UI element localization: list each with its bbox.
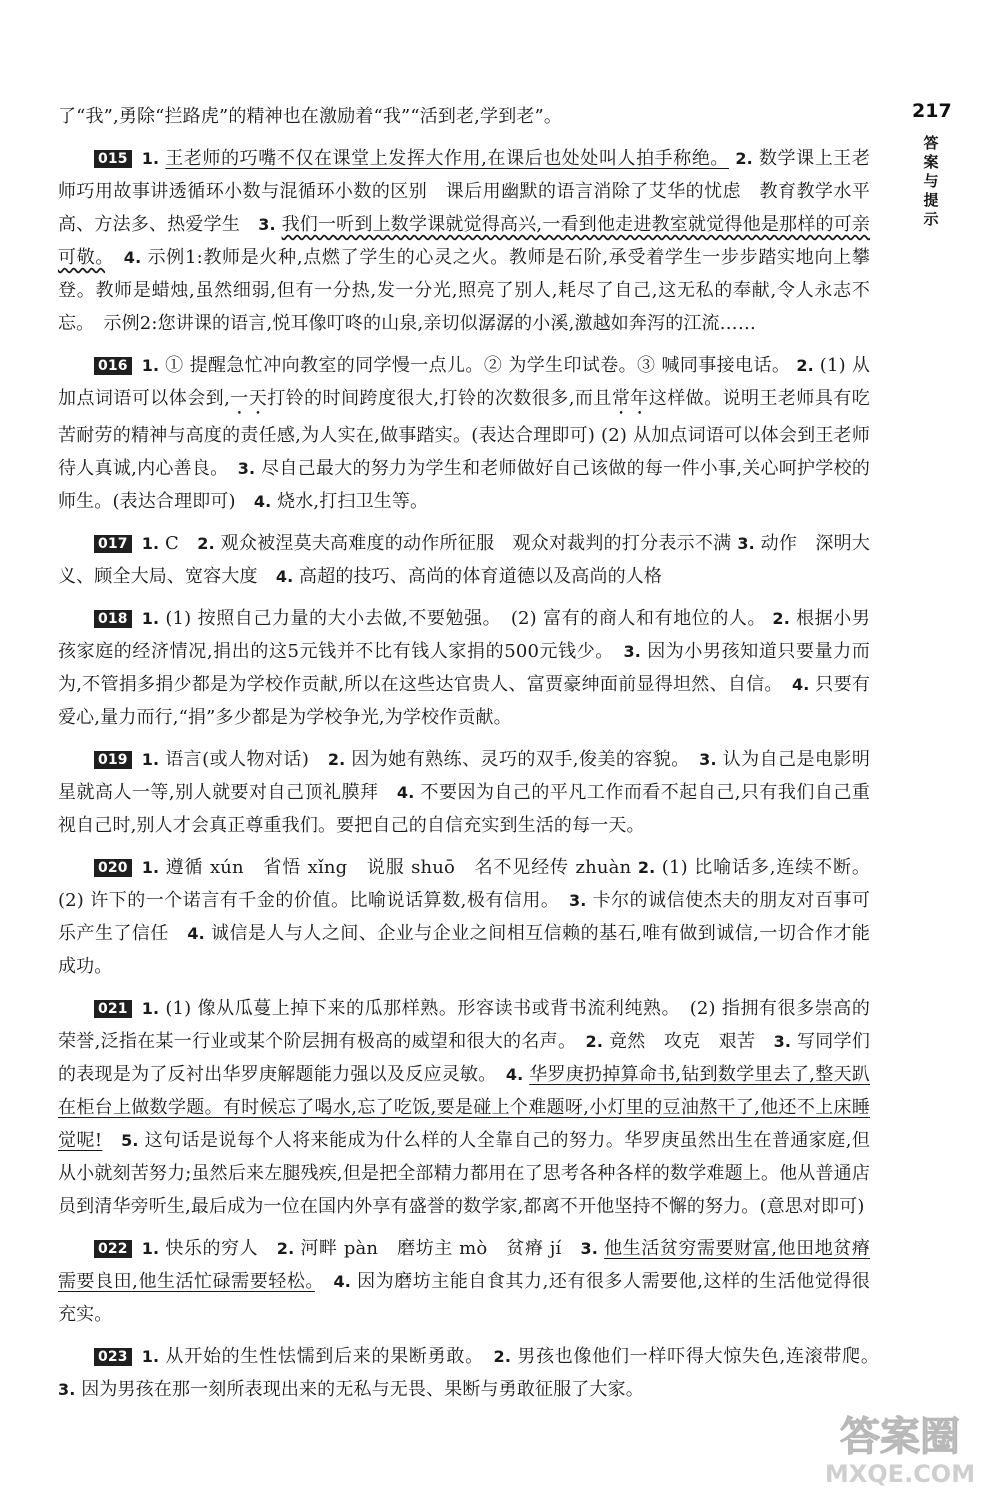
item-number: 4. <box>333 1272 358 1291</box>
item-number: 3. <box>737 534 761 553</box>
item-number: 3. <box>237 459 262 478</box>
item-number: 4. <box>396 783 421 802</box>
item-number: 1. <box>141 149 166 168</box>
item-number: 2. <box>796 356 820 375</box>
item-number: 1. <box>141 1347 166 1366</box>
item-number: 3. <box>568 891 593 910</box>
answer-text: ① 提醒急忙冲向教室的同学慢一点儿。② 为学生印试卷。③ 喊同事接电话。 <box>165 355 797 376</box>
answer-text <box>315 1271 334 1292</box>
answer-text: (1) 像从瓜蔓上掉下来的瓜那样熟。形容读书或背书流利纯熟。 (2) 指拥有很多崇高的荣誉,泛指在某一行业或某个阶层拥有极高的威望和很大的名声。 <box>58 998 871 1052</box>
question-number-badge: 017 <box>94 535 132 553</box>
item-number: 1. <box>141 609 166 628</box>
side-label-char: 提 <box>923 191 939 209</box>
answer-text: 因为男孩在那一刻所表现出来的无私与无畏、果断与勇敢征服了大家。 <box>81 1379 644 1400</box>
item-number: 3. <box>58 1380 82 1399</box>
side-label-char: 示 <box>923 210 939 228</box>
answer-section-023 <box>58 1340 889 1406</box>
page-number: 217 <box>912 100 952 122</box>
answer-section-017 <box>58 527 870 593</box>
answer-text: 根据小男孩家庭的经济情况,捐出的这5元钱并不比有钱人家捐的500元钱少。 <box>58 608 870 662</box>
answer-text: 遵循 xún 省悟 xǐng 说服 shuō 名不见经传 zhuàn <box>165 857 638 878</box>
item-number: 1. <box>141 1239 166 1258</box>
answer-section-016 <box>58 349 870 518</box>
item-number: 3. <box>258 215 282 234</box>
item-number: 4. <box>275 567 300 586</box>
item-number: 4. <box>123 248 148 267</box>
answer-section-019 <box>58 743 870 842</box>
answer-text: 只要有爱心,量力而行,“捐”多少都是为学校争光,为学校作贡献。 <box>58 674 870 728</box>
item-number: 2. <box>637 858 662 877</box>
item-number: 2. <box>772 609 797 628</box>
intro-paragraph: 了“我”,勇除“拦路虎”的精神也在激励着“我”“活到老,学到老”。 <box>58 106 563 127</box>
item-number: 3. <box>580 1239 605 1258</box>
underlined-answer: 华罗庚扔掉算命书,钻到数学里去了,整天趴在柜台上做数学题。有时候忘了喝水,忘了吃饭,要是碰上个难题呀,小灯里的豆油熬干了,他还不上床睡觉呢! <box>58 1064 870 1151</box>
answer-text <box>105 247 124 268</box>
answer-text: (1) 比喻话多,连续不断。 (2) 许下的一个诺言有千金的价值。比喻说话算数,极有信用。 <box>58 857 870 911</box>
side-section-label <box>920 134 942 229</box>
question-number-badge: 021 <box>94 1000 132 1018</box>
item-number: 2. <box>493 1347 518 1366</box>
answer-text: 尽自己最大的努力为学生和老师做好自己该做的每一件小事,关心呵护学校的师生。(表达合理即可) <box>58 458 870 512</box>
answer-section-021 <box>58 992 870 1223</box>
item-number: 1. <box>141 534 166 553</box>
question-number-badge: 018 <box>94 610 132 628</box>
answer-text: 诚信是人与人之间、企业与企业之间相互信赖的基石,唯有做到诚信,一切合作才能成功。 <box>58 923 870 977</box>
dotted-word: 常年 <box>611 388 649 409</box>
answer-text: 数学课上王老师巧用故事讲透循环小数与混循环小数的区别 课后用幽默的语言消除了艾华的忧虑 教育教学水平高、方法多、热爱学生 <box>58 148 871 235</box>
answer-text: 男孩也像他们一样吓得大惊失色,连滚带爬。 <box>517 1346 889 1367</box>
underlined-answer: 他生活贫穷需要财富,他田地贫瘠需要良田,他生活忙碌需要轻松。 <box>58 1238 870 1292</box>
question-number-badge: 019 <box>94 751 132 769</box>
answer-text: 高超的技巧、高尚的体育道德以及高尚的人格 <box>299 566 663 587</box>
answer-text: 快乐的穷人 <box>165 1238 277 1259</box>
answer-text <box>102 1130 121 1151</box>
item-number: 2. <box>276 1239 301 1258</box>
svg-text:答案圈: 答案圈 <box>840 1414 960 1460</box>
item-number: 1. <box>141 858 166 877</box>
question-number-badge: 023 <box>94 1348 132 1366</box>
item-number: 4. <box>187 924 211 943</box>
item-number: 2. <box>585 1032 609 1051</box>
item-number: 1. <box>141 750 166 769</box>
answer-text: 这样做。说明王老师具有吃苦耐劳的精神与高度的责任感,为人实在,做事踏实。(表达合理即可) (2) 从加点词语可以体会到王老师待人真诚,内心善良。 <box>58 388 870 479</box>
answer-sections <box>58 142 889 1406</box>
wavy-underlined-answer: 我们一听到上数学课就觉得高兴,一看到他走进教室就觉得他是那样的可亲可敬。 <box>58 214 871 268</box>
answer-text: 竟然 攻克 艰苦 <box>608 1031 774 1052</box>
watermark-logo <box>814 1402 986 1488</box>
answer-content <box>58 100 889 1415</box>
answer-text: 这句话是说每个人将来能成为什么样的人全靠自己的努力。华罗庚虽然出生在普通家庭,但从小就刻苦努力;虽然后来左腿残疾,但是把全部精力都用在了思考各种各样的数学难题上。他从普通店员到清华旁听生,最后成为一位在国内外享有盛誉的数学家,都离不开他坚持不懈的努力。(意思对即可) <box>58 1130 871 1217</box>
side-label-char: 答 <box>923 134 939 152</box>
answer-text: 写同学们的表现是为了反衬出华罗庚解题能力强以及反应灵敏。 <box>58 1031 871 1085</box>
question-number-badge: 015 <box>94 150 132 168</box>
item-number: 3. <box>699 750 723 769</box>
answer-section-020 <box>58 851 870 983</box>
answer-section-022 <box>58 1232 870 1331</box>
svg-text:MXQE.COM: MXQE.COM <box>824 1460 976 1488</box>
answer-text: 语言(或人物对话) <box>165 749 328 770</box>
answer-text: 不要因为自己的平凡工作而看不起自己,只有我们自己重视自己时,别人才会真正尊重我们。要把自己的自信充实到生活的每一天。 <box>58 782 870 836</box>
item-number: 1. <box>141 356 166 375</box>
item-number: 4. <box>791 675 816 694</box>
question-number-badge: 022 <box>94 1240 132 1258</box>
answer-section-018 <box>58 602 870 734</box>
answer-text: 因为她有熟练、灵巧的双手,俊美的容貌。 <box>351 749 700 770</box>
answer-text: 从开始的生性怯懦到后来的果断勇敢。 <box>165 1346 494 1367</box>
question-number-badge: 020 <box>94 859 132 877</box>
item-number: 4. <box>505 1065 530 1084</box>
item-number: 2. <box>735 149 759 168</box>
side-label-char: 与 <box>923 172 939 190</box>
item-number: 2. <box>327 750 352 769</box>
answer-text: C <box>165 533 198 554</box>
answer-text: 示例1:教师是火种,点燃了学生的心灵之火。教师是石阶,承受着学生一步步踏实地向上攀登。教师是蜡烛,虽然细弱,但有一分热,发一分光,照亮了别人,耗尽了自己,这无私的奉献,令人永志不忘。 示例2:您讲课的语言,悦耳像叮咚的山泉,亲切似潺潺的小溪,激越如奔泻的江流…… <box>58 247 870 334</box>
answer-text: 观众被涅莫夫高难度的动作所征服 观众对裁判的打分表示不满 <box>220 533 738 554</box>
underlined-answer: 王老师的巧嘴不仅在课堂上发挥大作用,在课后也处处叫人拍手称绝。 <box>165 148 729 169</box>
item-number: 3. <box>623 642 648 661</box>
item-number: 1. <box>141 999 166 1018</box>
answer-text: 卡尔的诚信使杰夫的朋友对百事可乐产生了信任 <box>58 890 871 944</box>
answer-text: (1) 从加点词语可以体会到, <box>58 355 871 409</box>
question-number-badge: 016 <box>94 357 132 375</box>
answer-text: 认为自己是电影明星就高人一等,别人就要对自己顶礼膜拜 <box>58 749 871 803</box>
answer-section-015 <box>58 142 870 340</box>
item-number: 3. <box>773 1032 797 1051</box>
answer-text: 河畔 pàn 磨坊主 mò 贫瘠 jí <box>300 1238 581 1259</box>
answer-text: 因为磨坊主能自食其力,还有很多人需要他,这样的生活他觉得很充实。 <box>58 1271 870 1325</box>
answer-text: 动作 深明大义、顾全大局、宽容大度 <box>58 533 871 587</box>
dotted-word: 一天 <box>230 388 268 409</box>
item-number: 2. <box>197 534 221 553</box>
answer-text: (1) 按照自己力量的大小去做,不要勉强。 (2) 富有的商人和有地位的人。 <box>165 608 773 629</box>
side-label-char: 案 <box>923 153 939 171</box>
answer-text: 因为小男孩知道只要量力而为,不管捐多捐少都是为学校作贡献,所以在这些达官贵人、富贾豪绅面前显得坦然、自信。 <box>58 641 870 695</box>
item-number: 5. <box>121 1131 145 1150</box>
item-number: 4. <box>253 492 278 511</box>
answer-text: 烧水,打扫卫生等。 <box>277 491 429 512</box>
answer-text: 打铃的时间跨度很大,打铃的次数很多,而且 <box>267 388 612 409</box>
